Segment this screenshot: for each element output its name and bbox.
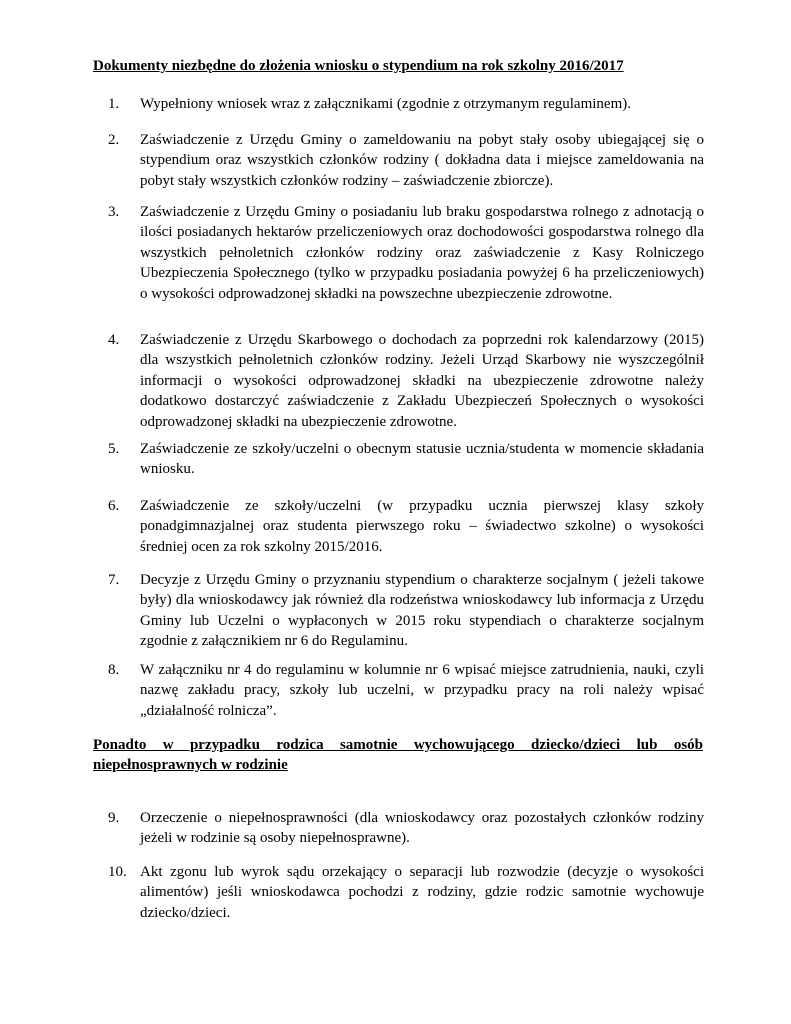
list-item-number: 5. bbox=[108, 441, 120, 457]
list-item-text: Wypełniony wniosek wraz z załącznikami (zgodnie z otrzymanym regulaminem). bbox=[140, 96, 631, 112]
list-item-text: Zaświadczenie ze szkoły/uczelni o obecnym statusie ucznia/studenta w momencie składania wniosku. bbox=[140, 441, 704, 478]
list-item-text: Zaświadczenie z Urzędu Gminy o posiadaniu lub braku gospodarstwa rolnego z adnotacją o ilości posiadanych hektarów przeliczeniowych oraz dochodowości gospodarstwa rolnego dla wszystkich pełnoletnich członków rodziny oraz zaświadczenie z Kasy Rolniczego Ubezpieczenia Społecznego (tylko w przypadku posiadania powyżej 6 ha przeliczeniowych) o wysokości odprowadzonej składki na powszechne ubezpieczenie zdrowotne. bbox=[140, 204, 704, 302]
section-heading: Ponadto w przypadku rodzica samotnie wychowującego dziecko/dzieci lub osób niepełnosprawnych w rodzinie bbox=[93, 737, 703, 773]
list-item-number: 6. bbox=[108, 498, 120, 514]
list-item-text: Akt zgonu lub wyrok sądu orzekający o separacji lub rozwodzie (decyzje o wysokości alimentów) jeśli wnioskodawca pochodzi z rodziny, gdzie rodzic samotnie wychowuje dziecko/dzieci. bbox=[140, 864, 704, 921]
list-item-number: 4. bbox=[108, 332, 120, 348]
list-item-number: 1. bbox=[108, 96, 120, 112]
list-item-text: W załączniku nr 4 do regulaminu w kolumnie nr 6 wpisać miejsce zatrudnienia, nauki, czyli nazwę zakładu pracy, szkoły lub uczelni, w przypadku pracy na roli należy wpisać „działalność rolnicza”. bbox=[140, 662, 704, 719]
list-item-text: Zaświadczenie z Urzędu Skarbowego o dochodach za poprzedni rok kalendarzowy (2015) dla wszystkich pełnoletnich członków rodziny. Jeżeli Urząd Skarbowy nie wyszczególnił informacji o wysokości odprowadzonej składki na ubezpieczenie zdrowotne należy dodatkowo dostarczyć zaświadczenie z Zakładu Ubezpieczeń Społecznych o wysokości odprowadzonej składki na ubezpieczenie zdrowotne. bbox=[140, 332, 704, 430]
document-heading: Dokumenty niezbędne do złożenia wniosku o stypendium na rok szkolny 2016/2017 bbox=[93, 58, 624, 74]
list-item-text: Orzeczenie o niepełnosprawności (dla wnioskodawcy oraz pozostałych członków rodziny jeżeli w rodzinie są osoby niepełnosprawne). bbox=[140, 810, 704, 847]
list-item-number: 7. bbox=[108, 572, 120, 588]
list-item-number: 8. bbox=[108, 662, 120, 678]
list-item-text: Decyzje z Urzędu Gminy o przyznaniu stypendium o charakterze socjalnym ( jeżeli takowe były) dla wnioskodawcy jak również dla rodzeństwa wnioskodawcy lub informacja z Urzędu Gminy lub Uczelni o wypłaconych w 2015 roku stypendiach o charakterze socjalnym zgodnie z załącznikiem nr 6 do Regulaminu. bbox=[140, 572, 704, 650]
list-item-number: 9. bbox=[108, 810, 120, 826]
list-item-number: 3. bbox=[108, 204, 120, 220]
list-item-text: Zaświadczenie ze szkoły/uczelni (w przypadku ucznia pierwszej klasy szkoły ponadgimnazjalnej oraz studenta pierwszego roku – świadectwo szkolne) o wysokości średniej ocen za rok szkolny 2015/2016. bbox=[140, 498, 704, 555]
list-item-number: 2. bbox=[108, 132, 120, 148]
list-item-number: 10. bbox=[108, 864, 127, 880]
list-item-text: Zaświadczenie z Urzędu Gminy o zameldowaniu na pobyt stały osoby ubiegającej się o stypendium oraz wszystkich członków rodziny ( dokładna data i miejsce zameldowania na pobyt stały wszystkich członków rodziny – zaświadczenie zbiorcze). bbox=[140, 132, 704, 189]
